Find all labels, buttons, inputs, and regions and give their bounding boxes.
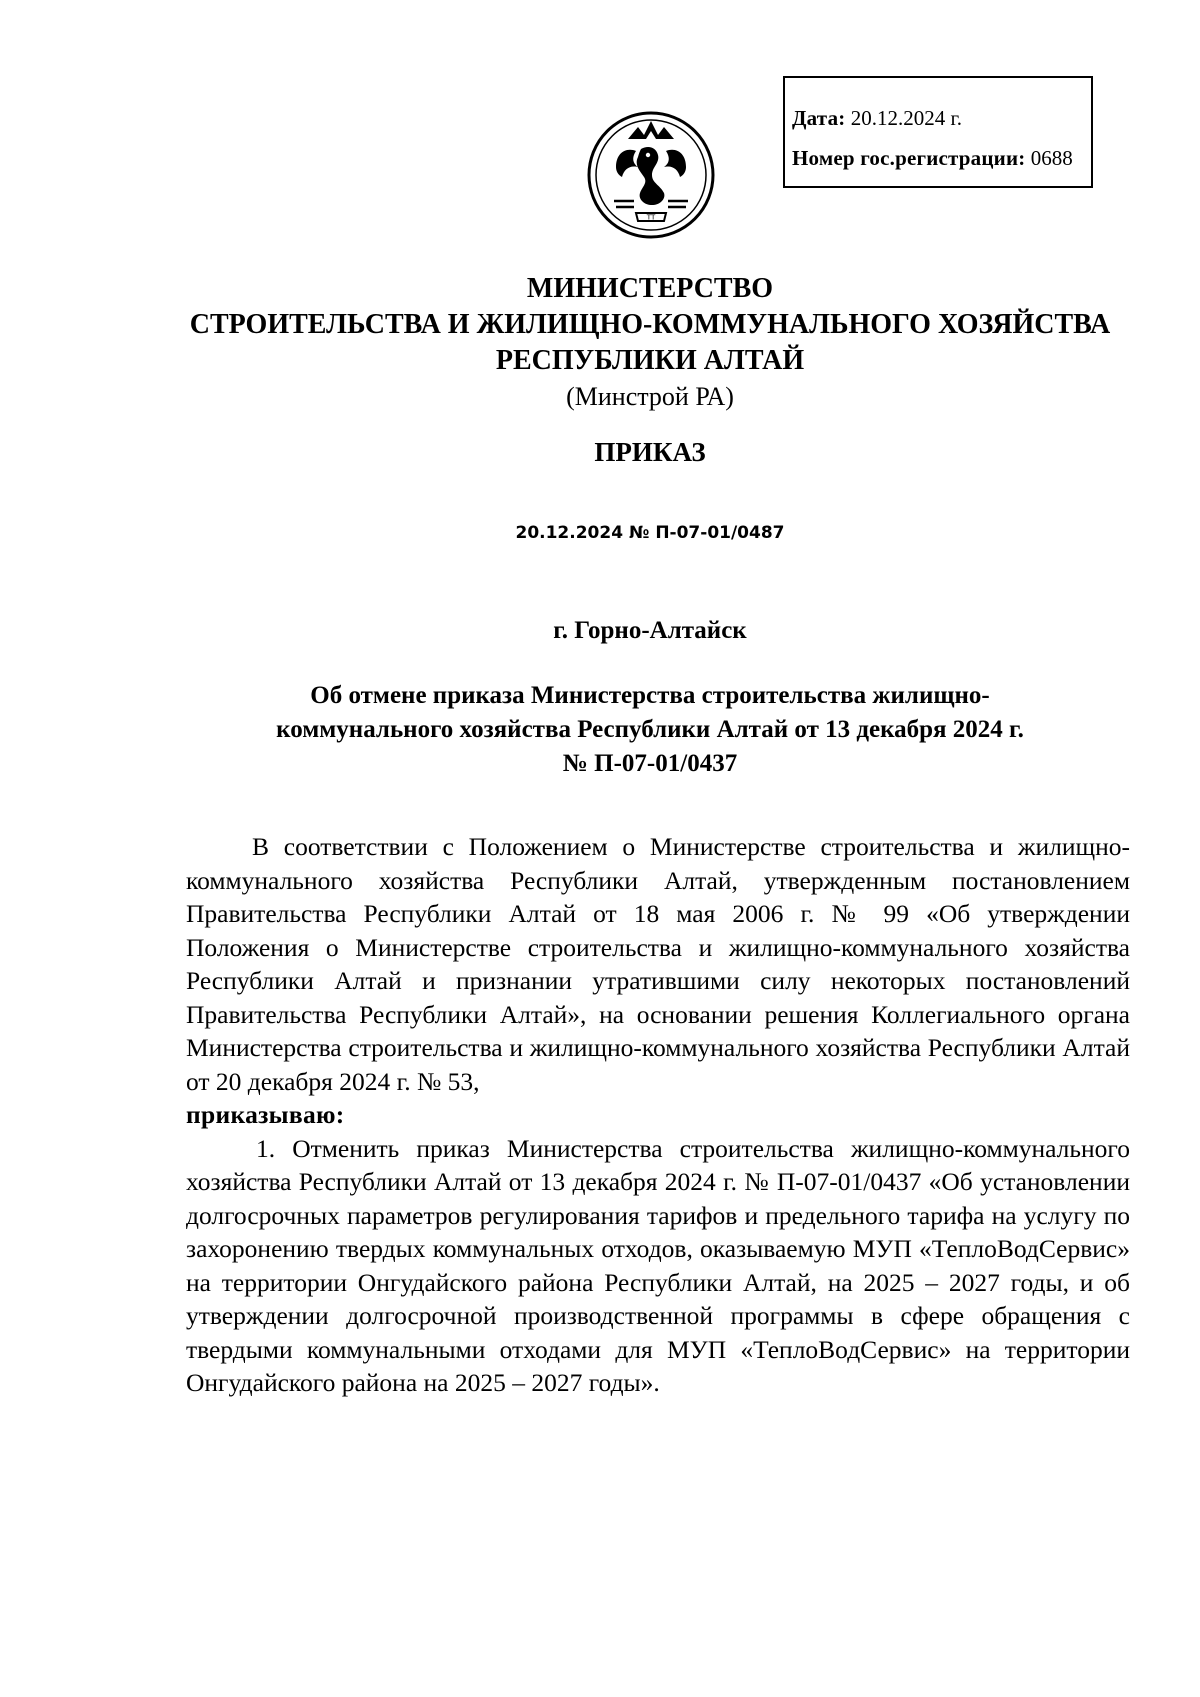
ministry-header bbox=[0, 271, 1200, 415]
ministry-title-line-1: МИНИСТЕРСТВО bbox=[526, 273, 774, 304]
svg-text:ТТ: ТТ bbox=[646, 213, 656, 222]
body-preamble: В соответствии с Положением о Министерстве строительства и жилищно-коммунального хозяйства Республики Алтай, утвержденным постановлением Правительства Республики Алтай от 18 мая 2006 г. № 99 «Об утверждении Положения о Министерстве строительства и жилищно-коммунального хозяйства Республики Алтай и признании утратившими силу некоторых постановлений Правительства Республики Алтай», на основании решения Коллегиального органа Министерства строительства и жилищно-коммунального хозяйства Республики Алтай от 20 декабря 2024 г. № 53, bbox=[186, 832, 1130, 1096]
subject-line-1: Об отмене приказа Министерства строительства жилищно- bbox=[310, 682, 990, 709]
document-city: г. Горно-Алтайск bbox=[553, 617, 747, 644]
registration-number-line bbox=[792, 138, 1091, 178]
document-subject bbox=[150, 679, 1150, 781]
registration-date-line bbox=[792, 98, 1091, 138]
ministry-title-line-2: СТРОИТЕЛЬСТВА И ЖИЛИЩНО-КОММУНАЛЬНОГО ХОЗЯЙСТВА bbox=[189, 309, 1111, 340]
body-item-1: 1. Отменить приказ Министерства строительства жилищно-коммунального хозяйства Республики Алтай от 13 декабря 2024 г. № П-07-01/0437 «Об установлении долгосрочных параметров регулирования тарифов и предельного тарифа на услугу по захоронению твердых коммунальных отходов, оказываемую МУП «ТеплоВодСервис» на территории Онгудайского района Республики Алтай, на 2025 – 2027 годы, и об утверждении долгосрочной производственной программы в сфере обращения с твердыми коммунальными отходами для МУП «ТеплоВодСервис» на территории Онгудайского района на 2025 – 2027 годы». bbox=[186, 1133, 1130, 1397]
ministry-abbreviation: (Минстрой РА) bbox=[566, 382, 734, 411]
ministry-title-line-3: РЕСПУБЛИКИ АЛТАЙ bbox=[495, 345, 805, 376]
body-order-word: приказываю: bbox=[186, 1100, 345, 1129]
subject-line-2: коммунального хозяйства Республики Алтай от 13 декабря 2024 г. bbox=[276, 716, 1024, 743]
registration-number-value: 0688 bbox=[1030, 146, 1073, 170]
altai-republic-coat-of-arms-icon bbox=[586, 109, 716, 241]
document-date-number: 20.12.2024 № П-07-01/0487 bbox=[515, 523, 785, 543]
registration-date-label: Дата: bbox=[792, 106, 846, 130]
document-body bbox=[186, 830, 1130, 1400]
registration-stamp-box bbox=[783, 76, 1093, 188]
subject-line-3: № П-07-01/0437 bbox=[562, 750, 738, 777]
document-type-title: ПРИКАЗ bbox=[594, 437, 706, 467]
registration-number-label: Номер гос.регистрации: bbox=[792, 146, 1026, 170]
registration-date-value: 20.12.2024 г. bbox=[850, 106, 962, 130]
